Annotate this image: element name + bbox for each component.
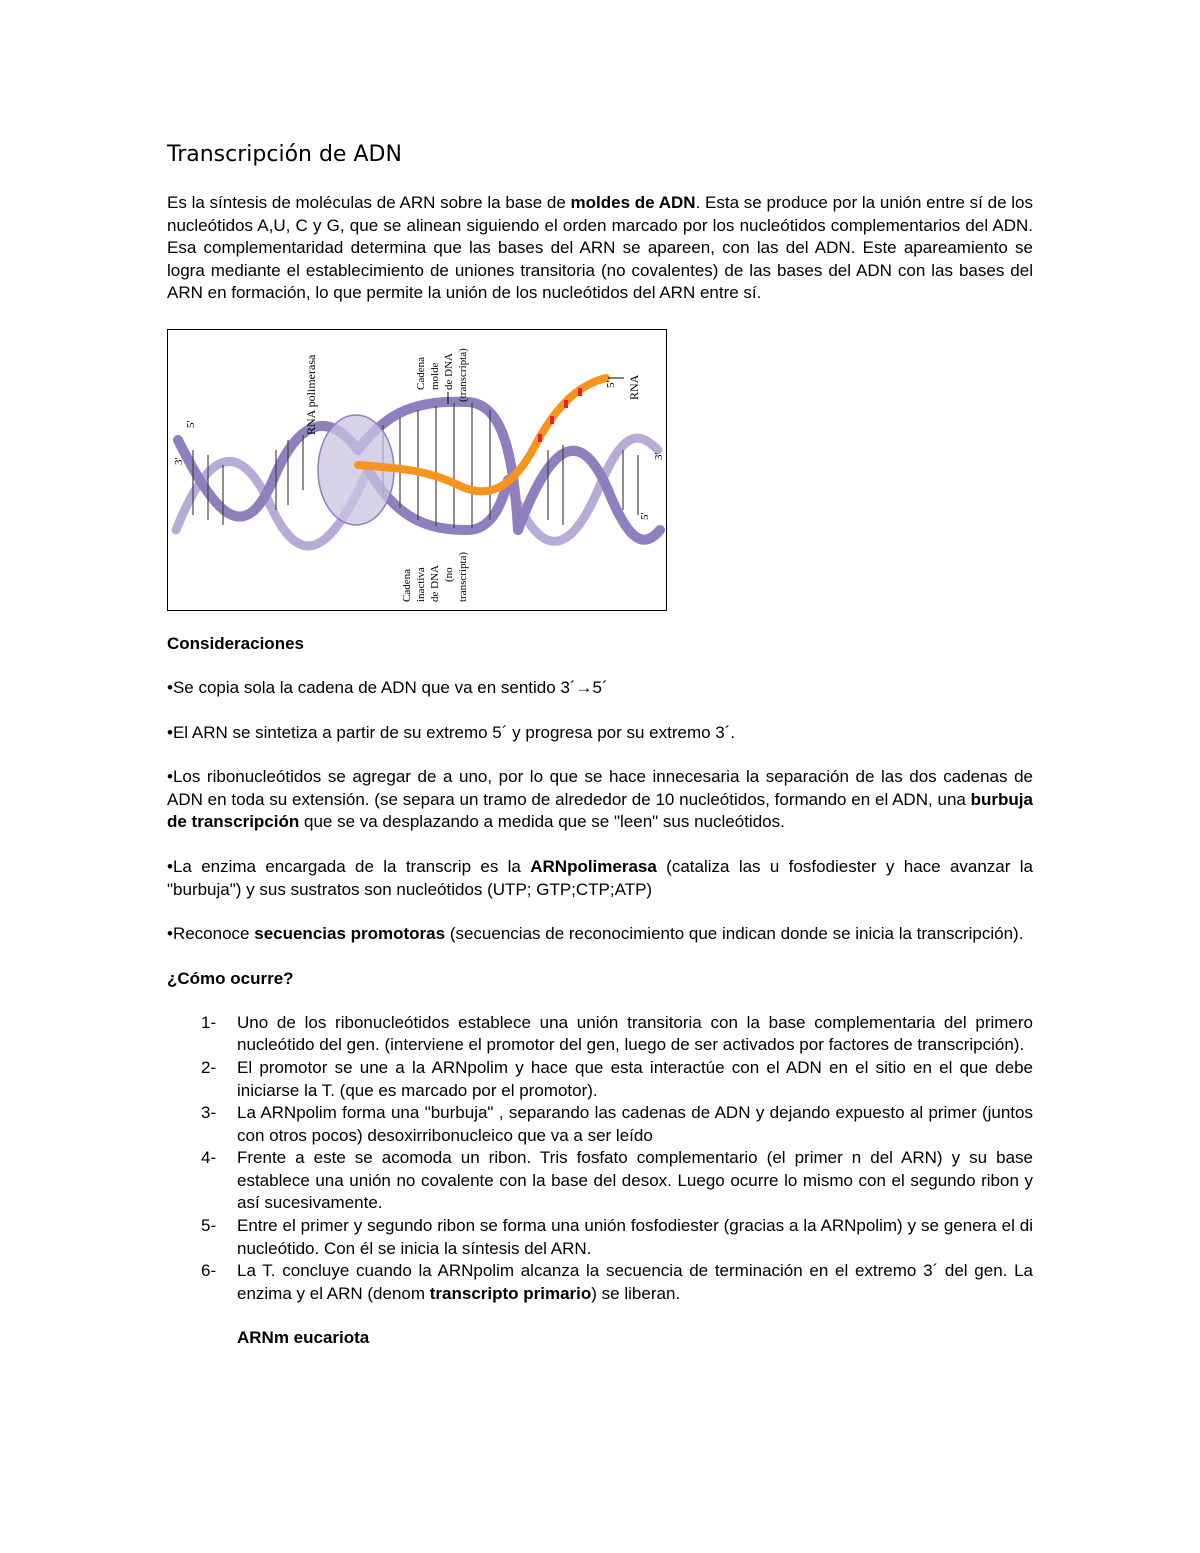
consideration-5: •Reconoce secuencias promotoras (secuencias de reconocimiento que indican donde se inicia la transcripción). — [167, 924, 1024, 944]
list-item: 1- Uno de los ribonucleótidos establece una unión transitoria con la base complementaria del primero nucleótido del gen. (interviene el promotor del gen, luego de ser activados por factores de transcripción). — [201, 1012, 1033, 1055]
end-5-left: 5' — [185, 420, 197, 428]
document-content — [167, 138, 1033, 1349]
label-template — [415, 348, 469, 402]
list-item: 6- La T. concluye cuando la ARNpolim alcanza la secuencia de terminación en el extremo 3´ del gen. La enzima y el ARN (denom transcripto primario) se liberan. — [201, 1261, 1033, 1303]
svg-text:molde: molde — [429, 362, 441, 390]
svg-text:Cadena: Cadena — [401, 568, 413, 602]
end-3-left: 3' — [173, 457, 185, 465]
document-title: Transcripción de ADN — [167, 142, 402, 167]
next-section-title: ARNm eucariota — [237, 1328, 370, 1348]
dna-strand-front-right — [518, 451, 660, 540]
list-item: 5- Entre el primer y segundo ribon se forma una unión fosfodiester (gracias a la ARNpolim) y se genera el di nucleótido. Con él se inicia la síntesis del ARN. — [201, 1216, 1033, 1258]
consideration-4: •La enzima encargada de la transcrip es la ARNpolimerasa (cataliza las u fosfodiester y hace avanzar la "burbuja") y sus sustratos son nucleótidos (UTP; GTP;CTP;ATP) — [167, 856, 1033, 899]
list-item: 2- El promotor se une a la ARNpolim y hace que esta interactúe con el ADN en el sitio en el que debe iniciarse la T. (que es marcado por el promotor). — [201, 1057, 1033, 1100]
how-title: ¿Cómo ocurre? — [167, 968, 294, 988]
transcription-figure — [167, 329, 667, 611]
svg-text:(no: (no — [443, 567, 455, 582]
label-polymerase: RNA polimerasa — [304, 354, 318, 435]
consideration-2: •El ARN se sintetiza a partir de su extremo 5´ y progresa por su extremo 3´. — [167, 722, 736, 742]
rna-strand — [358, 378, 606, 491]
svg-text:de DNA: de DNA — [443, 353, 455, 390]
consideration-3: •Los ribonucleótidos se agregar de a uno, por lo que se hace innecesaria la separación de las dos cadenas de ADN en toda su extensión. (se separa un tramo de alrededor de 10 nucleótidos, formando en el ADN, una burbuja de transcripción que se va desplazando a medida que se "leen" sus nucleótidos. — [167, 767, 1033, 832]
list-item: 4- Frente a este se acomoda un ribon. Tris fosfato complementario (el primer n del ARN) y su base establece una unión no covalente con la base del desox. Luego ocurre lo mismo con el segundo ribon y así sucesivamente. — [201, 1148, 1033, 1213]
svg-text:Cadena: Cadena — [415, 356, 427, 390]
svg-text:inactiva: inactiva — [415, 567, 427, 602]
considerations-title: Consideraciones — [167, 633, 304, 653]
svg-text:(transcripta): (transcripta) — [457, 348, 469, 402]
intro-bold-term: moldes de ADN — [570, 193, 696, 212]
steps-list — [167, 1012, 1033, 1306]
end-3-right: 3' — [653, 452, 665, 460]
list-item: 3- La ARNpolim forma una "burbuja" , separando las cadenas de ADN y dejando expuesto al primer (juntos con otros pocos) desoxirribonucleico que va a ser leído — [201, 1103, 1033, 1145]
svg-text:de DNA: de DNA — [429, 565, 441, 602]
dna-transcription-diagram — [168, 330, 668, 612]
consideration-1: •Se copia sola la cadena de ADN que va en sentido 3´→5´ — [167, 677, 608, 697]
end-5-rna: 5' — [605, 380, 617, 388]
intro-paragraph: Es la síntesis de moléculas de ARN sobre la base de moldes de ADN. Esta se produce por la unión entre sí de los nucleótidos A,U, C y G, que se alinean siguiendo el orden marcado por los nucleótidos complementarios del ADN. Esa complementaridad determina que las bases del ARN se apareen, con las del ADN. Este apareamiento se logra mediante el establecimiento de uniones transitoria (no covalentes) de las bases del ADN con las bases del ARN en formación, lo que permite la unión de los nucleótidos del ARN entre sí. — [167, 193, 1033, 303]
label-inactive — [401, 552, 469, 602]
label-rna: RNA — [627, 374, 641, 400]
end-5-right: 5' — [639, 512, 651, 520]
svg-text:transcripta): transcripta) — [457, 551, 469, 602]
